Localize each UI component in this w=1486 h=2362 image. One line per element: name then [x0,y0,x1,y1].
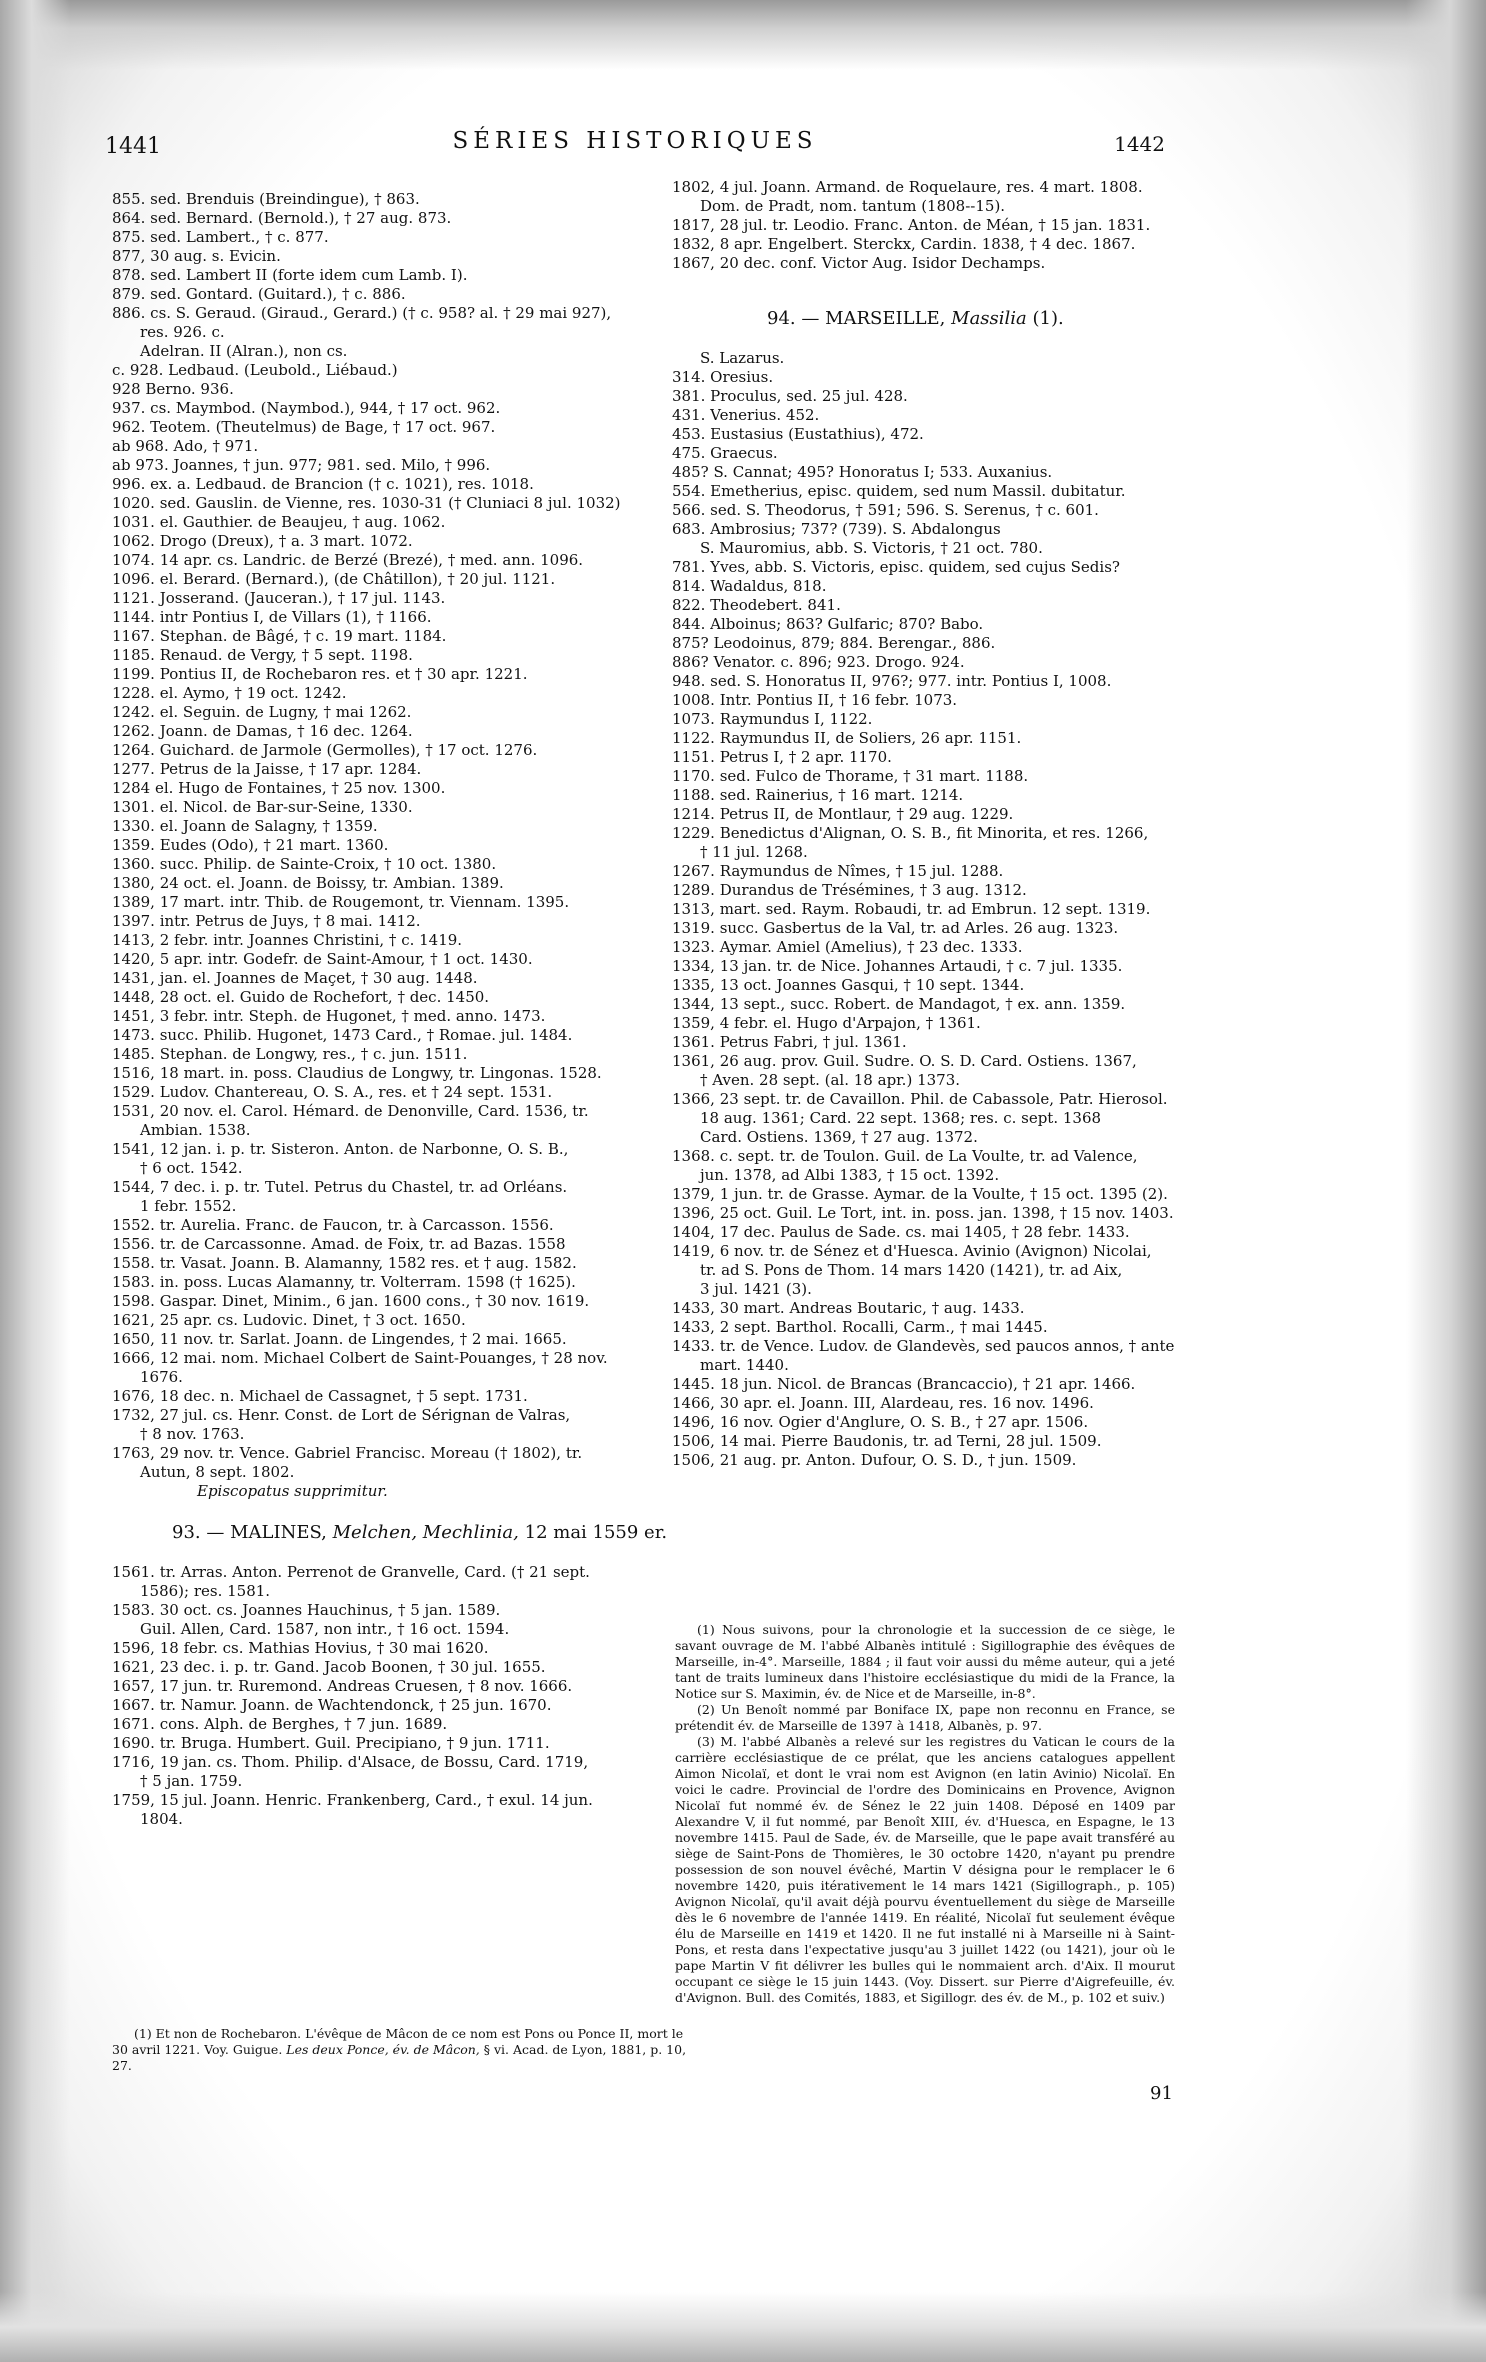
list-entry: 1690. tr. Bruga. Humbert. Guil. Precipiano, † 9 jun. 1711. [112,1734,550,1752]
list-entry: 1404, 17 dec. Paulus de Sade. cs. mai 1405, † 28 febr. 1433. [672,1223,1130,1241]
footnote-3: (3) M. l'abbé Albanès a relevé sur les registres du Vatican le cours de la carrière ecclésiastique de ce prélat, que les anciens catalogues appellent Aimon Nicolaï, et dont le vrai nom est Avignon (en latin Avinio) Nicolaï. En voici le cadre. Provincial de l'ordre des Dominicains en Provence, Avignon Nicolaï fut nommé év. de Sénez le 22 juin 1408. Déposé en 1409 par Alexandre V, il fut nommé, par Benoît XIII, év. d'Huesca, en Espagne, le 13 novembre 1415. Paul de Sade, év. de Marseille, que le pape avait transféré au siège de Saint-Pons de Thomières, le 30 octobre 1420, n'ayant pu prendre possession de son nouvel évêché, Martin V désigna pour le remplacer le 6 novembre 1420, puis itérativement le 14 mars 1421 (Sigillograph., p. 105) Avignon Nicolaï, qu'il avait déjà pourvu éventuellement du siège de Marseille dès le 6 novembre de l'année 1419. En réalité, Nicolaï fut seulement évêque élu de Marseille en 1419 et 1420. Il ne fut installé ni à Marseille ni à Saint-Pons, et resta dans l'expectative jusqu'au 3 juillet 1422 (ou 1421), jour où le pape Martin V fit délivrer les bulles qui le nommaient arch. d'Aix. Il mourut occupant ce siège le 15 juin 1443. (Voy. Dissert. sur Pierre d'Aigrefeuille, év. d'Avignon. Bull. des Comités, 1883, et Sigillogr. des év. de M., p. 102 et suiv.) [675,1734,1175,2005]
list-entry: 1732, 27 jul. cs. Henr. Const. de Lort de Sérignan de Valras, [112,1406,571,1424]
list-entry: 1344, 13 sept., succ. Robert. de Mandagot, † ex. ann. 1359. [672,995,1126,1013]
list-entry: † Aven. 28 sept. (al. 18 apr.) 1373. [700,1071,961,1089]
list-entry: 1431, jan. el. Joannes de Maçet, † 30 aug. 1448. [112,969,478,987]
list-entry: 1229. Benedictus d'Alignan, O. S. B., fit Minorita, et res. 1266, [672,824,1149,842]
list-entry: 1541, 12 jan. i. p. tr. Sisteron. Anton. de Narbonne, O. S. B., [112,1140,569,1158]
list-entry: 1531, 20 nov. el. Carol. Hémard. de Denonville, Card. 1536, tr. [112,1102,589,1120]
list-entry: 1319. succ. Gasbertus de la Val, tr. ad Arles. 26 aug. 1323. [672,919,1119,937]
list-entry: 996. ex. a. Ledbaud. de Brancion († c. 1021), res. 1018. [112,475,534,493]
running-title: SÉRIES HISTORIQUES [452,128,818,154]
list-entry: 875? Leodoinus, 879; 884. Berengar., 886. [672,634,996,652]
list-entry: 1062. Drogo (Dreux), † a. 3 mart. 1072. [112,532,413,550]
list-entry: 1267. Raymundus de Nîmes, † 15 jul. 1288. [672,862,1004,880]
list-entry: 566. sed. S. Theodorus, † 591; 596. S. Serenus, † c. 601. [672,501,1099,519]
list-entry: 1396, 25 oct. Guil. Le Tort, int. in. poss. jan. 1398, † 15 nov. 1403. [672,1204,1174,1222]
list-entry: tr. ad S. Pons de Thom. 14 mars 1420 (1421), tr. ad Aix, [700,1261,1123,1279]
list-entry: Autun, 8 sept. 1802. [140,1463,295,1481]
list-entry: 1621, 23 dec. i. p. tr. Gand. Jacob Boonen, † 30 jul. 1655. [112,1658,546,1676]
list-entry: 1556. tr. de Carcassonne. Amad. de Foix, tr. ad Bazas. 1558 [112,1235,566,1253]
list-entry: 1583. 30 oct. cs. Joannes Hauchinus, † 5 jan. 1589. [112,1601,501,1619]
list-entry: 1359, 4 febr. el. Hugo d'Arpajon, † 1361. [672,1014,981,1032]
list-entry: 1277. Petrus de la Jaisse, † 17 apr. 1284. [112,760,422,778]
list-entry: mart. 1440. [700,1356,789,1374]
list-entry: 1262. Joann. de Damas, † 16 dec. 1264. [112,722,413,740]
list-entry: 1552. tr. Aurelia. Franc. de Faucon, tr. à Carcasson. 1556. [112,1216,554,1234]
list-entry: 1433. tr. de Vence. Ludov. de Glandevès, sed paucos annos, † ante [672,1337,1175,1355]
list-entry: 1506, 14 mai. Pierre Baudonis, tr. ad Terni, 28 jul. 1509. [672,1432,1102,1450]
list-entry: res. 926. c. [140,323,225,341]
list-entry: 1473. succ. Philib. Hugonet, 1473 Card., † Romae. jul. 1484. [112,1026,573,1044]
list-entry: 1073. Raymundus I, 1122. [672,710,873,728]
list-entry: Guil. Allen, Card. 1587, non intr., † 16 oct. 1594. [140,1620,510,1638]
malines-continued-list [672,178,1172,273]
list-entry: 1144. intr Pontius I, de Villars (1), † 1166. [112,608,432,626]
list-entry: 962. Teotem. (Theutelmus) de Bage, † 17 oct. 967. [112,418,496,436]
list-entry: 781. Yves, abb. S. Victoris, episc. quidem, sed cujus Sedis? [672,558,1120,576]
list-entry: 875. sed. Lambert., † c. 877. [112,228,329,246]
list-entry: 864. sed. Bernard. (Bernold.), † 27 aug. 873. [112,209,452,227]
list-entry: 1379, 1 jun. tr. de Grasse. Aymar. de la Voulte, † 15 oct. 1395 (2). [672,1185,1168,1203]
list-entry: 1031. el. Gauthier. de Beaujeu, † aug. 1062. [112,513,446,531]
list-entry: 1214. Petrus II, de Montlaur, † 29 aug. 1229. [672,805,1014,823]
footnotes-right [675,1622,1175,2006]
list-entry: 1074. 14 apr. cs. Landric. de Berzé (Brezé), † med. ann. 1096. [112,551,584,569]
scan-edge-left [0,0,70,2362]
list-entry: 1561. tr. Arras. Anton. Perrenot de Granvelle, Card. († 21 sept. [112,1563,590,1581]
list-entry: 1451, 3 febr. intr. Steph. de Hugonet, † med. anno. 1473. [112,1007,546,1025]
list-entry: 1359. Eudes (Odo), † 21 mart. 1360. [112,836,389,854]
list-entry: 1433, 30 mart. Andreas Boutaric, † aug. 1433. [672,1299,1025,1317]
page-number-right: 1442 [1114,132,1165,156]
list-entry: 1242. el. Seguin. de Lugny, † mai 1262. [112,703,412,721]
list-entry: 1763, 29 nov. tr. Vence. Gabriel Francisc. Moreau († 1802), tr. [112,1444,583,1462]
list-entry: 1360. succ. Philip. de Sainte-Croix, † 10 oct. 1380. [112,855,497,873]
list-entry: ab 968. Ado, † 971. [112,437,259,455]
list-entry: 1167. Stephan. de Bâgé, † c. 19 mart. 1184. [112,627,447,645]
list-entry: 1419, 6 nov. tr. de Sénez et d'Huesca. Avinio (Avignon) Nicolai, [672,1242,1152,1260]
list-entry: 1804. [140,1810,183,1828]
list-entry: 878. sed. Lambert II (forte idem cum Lamb. I). [112,266,468,284]
list-entry: 1657, 17 jun. tr. Ruremond. Andreas Cruesen, † 8 nov. 1666. [112,1677,573,1695]
list-entry: 1413, 2 febr. intr. Joannes Christini, † c. 1419. [112,931,463,949]
running-header [105,128,1165,164]
list-entry: S. Lazarus. [700,349,785,367]
list-entry: 1096. el. Berard. (Bernard.), (de Châtillon), † 20 jul. 1121. [112,570,556,588]
list-entry: ab 973. Joannes, † jun. 977; 981. sed. Milo, † 996. [112,456,491,474]
list-entry: 453. Eustasius (Eustathius), 472. [672,425,924,443]
list-entry: 1676. [140,1368,183,1386]
list-entry: 937. cs. Maymbod. (Naymbod.), 944, † 17 oct. 962. [112,399,501,417]
list-entry: 1516, 18 mart. in. poss. Claudius de Longwy, tr. Lingonas. 1528. [112,1064,602,1082]
list-entry: 381. Proculus, sed. 25 jul. 428. [672,387,908,405]
list-entry: † 8 nov. 1763. [140,1425,245,1443]
scan-edge-bottom [0,2292,1486,2362]
list-entry: jun. 1378, ad Albi 1383, † 15 oct. 1392. [700,1166,1000,1184]
list-entry: S. Mauromius, abb. S. Victoris, † 21 oct. 780. [700,539,1043,557]
list-entry: 1445. 18 jun. Nicol. de Brancas (Brancaccio), † 21 apr. 1466. [672,1375,1136,1393]
list-entry: 1558. tr. Vasat. Joann. B. Alamanny, 1582 res. et † aug. 1582. [112,1254,577,1272]
list-entry: 1380, 24 oct. el. Joann. de Boissy, tr. Ambian. 1389. [112,874,504,892]
list-entry: 1185. Renaud. de Vergy, † 5 sept. 1198. [112,646,413,664]
list-entry: 822. Theodebert. 841. [672,596,841,614]
list-entry: 1335, 13 oct. Joannes Gasqui, † 10 sept. 1344. [672,976,1025,994]
list-entry: 1361, 26 aug. prov. Guil. Sudre. O. S. D. Card. Ostiens. 1367, [672,1052,1137,1070]
list-entry: 1368. c. sept. tr. de Toulon. Guil. de La Voulte, tr. ad Valence, [672,1147,1138,1165]
section-heading-prefix: 94. — MARSEILLE, [767,308,946,329]
list-entry: † 11 jul. 1268. [700,843,808,861]
list-entry: 1284 el. Hugo de Fontaines, † 25 nov. 1300. [112,779,446,797]
list-entry: 1666, 12 mai. nom. Michael Colbert de Saint-Pouanges, † 28 nov. [112,1349,608,1367]
list-entry: 844. Alboinus; 863? Gulfaric; 870? Babo. [672,615,984,633]
footnote-1: (1) Nous suivons, pour la chronologie et la succession de ce siège, le savant ouvrage de M. l'abbé Albanès intitulé : Sigillographie des évêques de Marseille, in-4°. Marseille, 1884 ; il faut voir aussi du même auteur, qui a jeté tant de traits lumineux dans l'histoire ecclésiastique du midi de la France, la Notice sur S. Maximin, év. de Nice et de Marseille, in-8°. [675,1622,1175,1701]
list-entry: 928 Berno. 936. [112,380,234,398]
list-entry: 1485. Stephan. de Longwy, res., † c. jun. 1511. [112,1045,468,1063]
section-heading-latin: Massilia [951,308,1027,329]
list-entry: 886. cs. S. Geraud. (Giraud., Gerard.) († c. 958? al. † 29 mai 927), [112,304,612,322]
list-entry: 1264. Guichard. de Jarmole (Germolles), † 17 oct. 1276. [112,741,538,759]
list-entry: 1 febr. 1552. [140,1197,237,1215]
list-entry: † 6 oct. 1542. [140,1159,243,1177]
left-column [112,190,682,1829]
list-entry: Ambian. 1538. [140,1121,251,1139]
list-entry: 855. sed. Brenduis (Breindingue), † 863. [112,190,420,208]
list-entry: 1716, 19 jan. cs. Thom. Philip. d'Alsace, de Bossu, Card. 1719, [112,1753,589,1771]
list-entry: 1170. sed. Fulco de Thorame, † 31 mart. 1188. [672,767,1029,785]
list-entry: 1496, 16 nov. Ogier d'Anglure, O. S. B., † 27 apr. 1506. [672,1413,1089,1431]
list-entry: 1759, 15 jul. Joann. Henric. Frankenberg, Card., † exul. 14 jun. [112,1791,593,1809]
list-entry: 879. sed. Gontard. (Guitard.), † c. 886. [112,285,406,303]
list-entry: 1586); res. 1581. [140,1582,271,1600]
list-entry: 1121. Josserand. (Jauceran.), † 17 jul. 1143. [112,589,446,607]
list-entry: 1020. sed. Gauslin. de Vienne, res. 1030-31 († Cluniaci 8 jul. 1032) [112,494,621,512]
list-entry: 1151. Petrus I, † 2 apr. 1170. [672,748,892,766]
list-entry: 1506, 21 aug. pr. Anton. Dufour, O. S. D., † jun. 1509. [672,1451,1077,1469]
right-column [672,178,1175,1470]
list-entry: 1621, 25 apr. cs. Ludovic. Dinet, † 3 oct. 1650. [112,1311,466,1329]
list-entry: 1650, 11 nov. tr. Sarlat. Joann. de Lingendes, † 2 mai. 1665. [112,1330,567,1348]
list-entry: 1583. in. poss. Lucas Alamanny, tr. Volterram. 1598 († 1625). [112,1273,576,1291]
list-entry: 431. Venerius. 452. [672,406,820,424]
footnote-left-text: (1) Et non de Rochebaron. L'évêque de Mâcon de ce nom est Pons ou Ponce II, mort le 30 avril 1221. Voy. Guigue. [112,2026,684,2057]
scan-edge-top [0,0,1486,70]
list-entry: 1313, mart. sed. Raym. Robaudi, tr. ad Embrun. 12 sept. 1319. [672,900,1151,918]
section-heading-suffix: 12 mai 1559 er. [524,1522,668,1543]
section-heading-latin: Melchen, Mechlinia, [332,1522,519,1543]
list-entry: 1596, 18 febr. cs. Mathias Hovius, † 30 mai 1620. [112,1639,489,1657]
section-heading-93 [172,1521,682,1545]
list-entry: 1008. Intr. Pontius II, † 16 febr. 1073. [672,691,958,709]
list-entry: 683. Ambrosius; 737? (739). S. Abdalongus [672,520,1001,538]
list-entry: 3 jul. 1421 (3). [700,1280,812,1298]
list-entry: 877, 30 aug. s. Evicin. [112,247,281,265]
footnote-2: (2) Un Benoît nommé par Boniface IX, pape non reconnu en France, se prétendit év. de Marseille de 1397 à 1418, Albanès, p. 97. [675,1702,1175,1733]
list-entry: 1389, 17 mart. intr. Thib. de Rougemont, tr. Viennam. 1395. [112,893,570,911]
list-entry: 1671. cons. Alph. de Berghes, † 7 jun. 1689. [112,1715,448,1733]
page-number-left: 1441 [105,134,161,159]
list-entry: 554. Emetherius, episc. quidem, sed num Massil. dubitatur. [672,482,1126,500]
list-entry: 1802, 4 jul. Joann. Armand. de Roquelaure, res. 4 mart. 1808. [672,178,1143,196]
section-heading-94 [767,307,1172,331]
list-entry: † 5 jan. 1759. [140,1772,243,1790]
list-entry: 948. sed. S. Honoratus II, 976?; 977. intr. Pontius I, 1008. [672,672,1112,690]
list-entry: c. 928. Ledbaud. (Leubold., Liébaud.) [112,361,398,379]
list-entry: 1397. intr. Petrus de Juys, † 8 mai. 1412. [112,912,421,930]
list-entry: 1433, 2 sept. Barthol. Rocalli, Carm., † mai 1445. [672,1318,1048,1336]
list-entry: 1361. Petrus Fabri, † jul. 1361. [672,1033,907,1051]
list-entry: 1598. Gaspar. Dinet, Minim., 6 jan. 1600 cons., † 30 nov. 1619. [112,1292,590,1310]
list-entry: Adelran. II (Alran.), non cs. [140,342,348,360]
list-entry: 1228. el. Aymo, † 19 oct. 1242. [112,684,347,702]
list-entry: 1466, 30 apr. el. Joann. III, Alardeau, res. 16 nov. 1496. [672,1394,1094,1412]
section-heading-suffix: (1). [1032,308,1064,329]
list-entry: 1334, 13 jan. tr. de Nice. Johannes Artaudi, † c. 7 jul. 1335. [672,957,1123,975]
list-entry: Dom. de Pradt, nom. tantum (1808--15). [700,197,1006,215]
list-entry: 886? Venator. c. 896; 923. Drogo. 924. [672,653,965,671]
list-entry: 814. Wadaldus, 818. [672,577,827,595]
macon-list [112,190,682,1482]
list-entry: 1817, 28 jul. tr. Leodio. Franc. Anton. de Méan, † 15 jan. 1831. [672,216,1151,234]
list-entry: 1366, 23 sept. tr. de Cavaillon. Phil. de Cabassole, Patr. Hierosol. [672,1090,1168,1108]
footnote-left-italic: Les deux Ponce, év. de Mâcon, [286,2042,480,2057]
scan-edge-right [1406,0,1486,2362]
list-entry: 1676, 18 dec. n. Michael de Cassagnet, † 5 sept. 1731. [112,1387,528,1405]
malines-list [112,1563,682,1829]
list-entry: 18 aug. 1361; Card. 22 sept. 1368; res. c. sept. 1368 [700,1109,1102,1127]
list-entry: 485? S. Cannat; 495? Honoratus I; 533. Auxanius. [672,463,1053,481]
list-entry: 1667. tr. Namur. Joann. de Wachtendonck, † 25 jun. 1670. [112,1696,552,1714]
closing-note: Episcopatus supprimitur. [197,1482,388,1500]
footnote-left-tail: § vi. Acad. de Lyon, 1881, p. 10, 27. [112,2042,687,2073]
list-entry: 1289. Durandus de Trésémines, † 3 aug. 1312. [672,881,1027,899]
signature-mark: 91 [1150,2083,1173,2104]
marseille-list [672,349,1175,1470]
section-heading-prefix: 93. — MALINES, [172,1522,327,1543]
list-entry: 475. Graecus. [672,444,778,462]
list-entry: 1448, 28 oct. el. Guido de Rochefort, † dec. 1450. [112,988,490,1006]
list-entry: 1544, 7 dec. i. p. tr. Tutel. Petrus du Chastel, tr. ad Orléans. [112,1178,568,1196]
list-entry: 1420, 5 apr. intr. Godefr. de Saint-Amour, † 1 oct. 1430. [112,950,533,968]
list-entry: 1832, 8 apr. Engelbert. Sterckx, Cardin. 1838, † 4 dec. 1867. [672,235,1136,253]
list-entry: 1301. el. Nicol. de Bar-sur-Seine, 1330. [112,798,413,816]
list-entry: 1199. Pontius II, de Rochebaron res. et † 30 apr. 1221. [112,665,528,683]
list-entry: 1529. Ludov. Chantereau, O. S. A., res. et † 24 sept. 1531. [112,1083,553,1101]
list-entry: 1122. Raymundus II, de Soliers, 26 apr. 1151. [672,729,1022,747]
footnote-left [112,2026,687,2074]
list-entry: Card. Ostiens. 1369, † 27 aug. 1372. [700,1128,978,1146]
list-entry: 1323. Aymar. Amiel (Amelius), † 23 dec. 1333. [672,938,1023,956]
list-entry: 314. Oresius. [672,368,774,386]
list-entry: 1188. sed. Rainerius, † 16 mart. 1214. [672,786,964,804]
list-entry: 1330. el. Joann de Salagny, † 1359. [112,817,378,835]
list-entry: 1867, 20 dec. conf. Victor Aug. Isidor Dechamps. [672,254,1046,272]
